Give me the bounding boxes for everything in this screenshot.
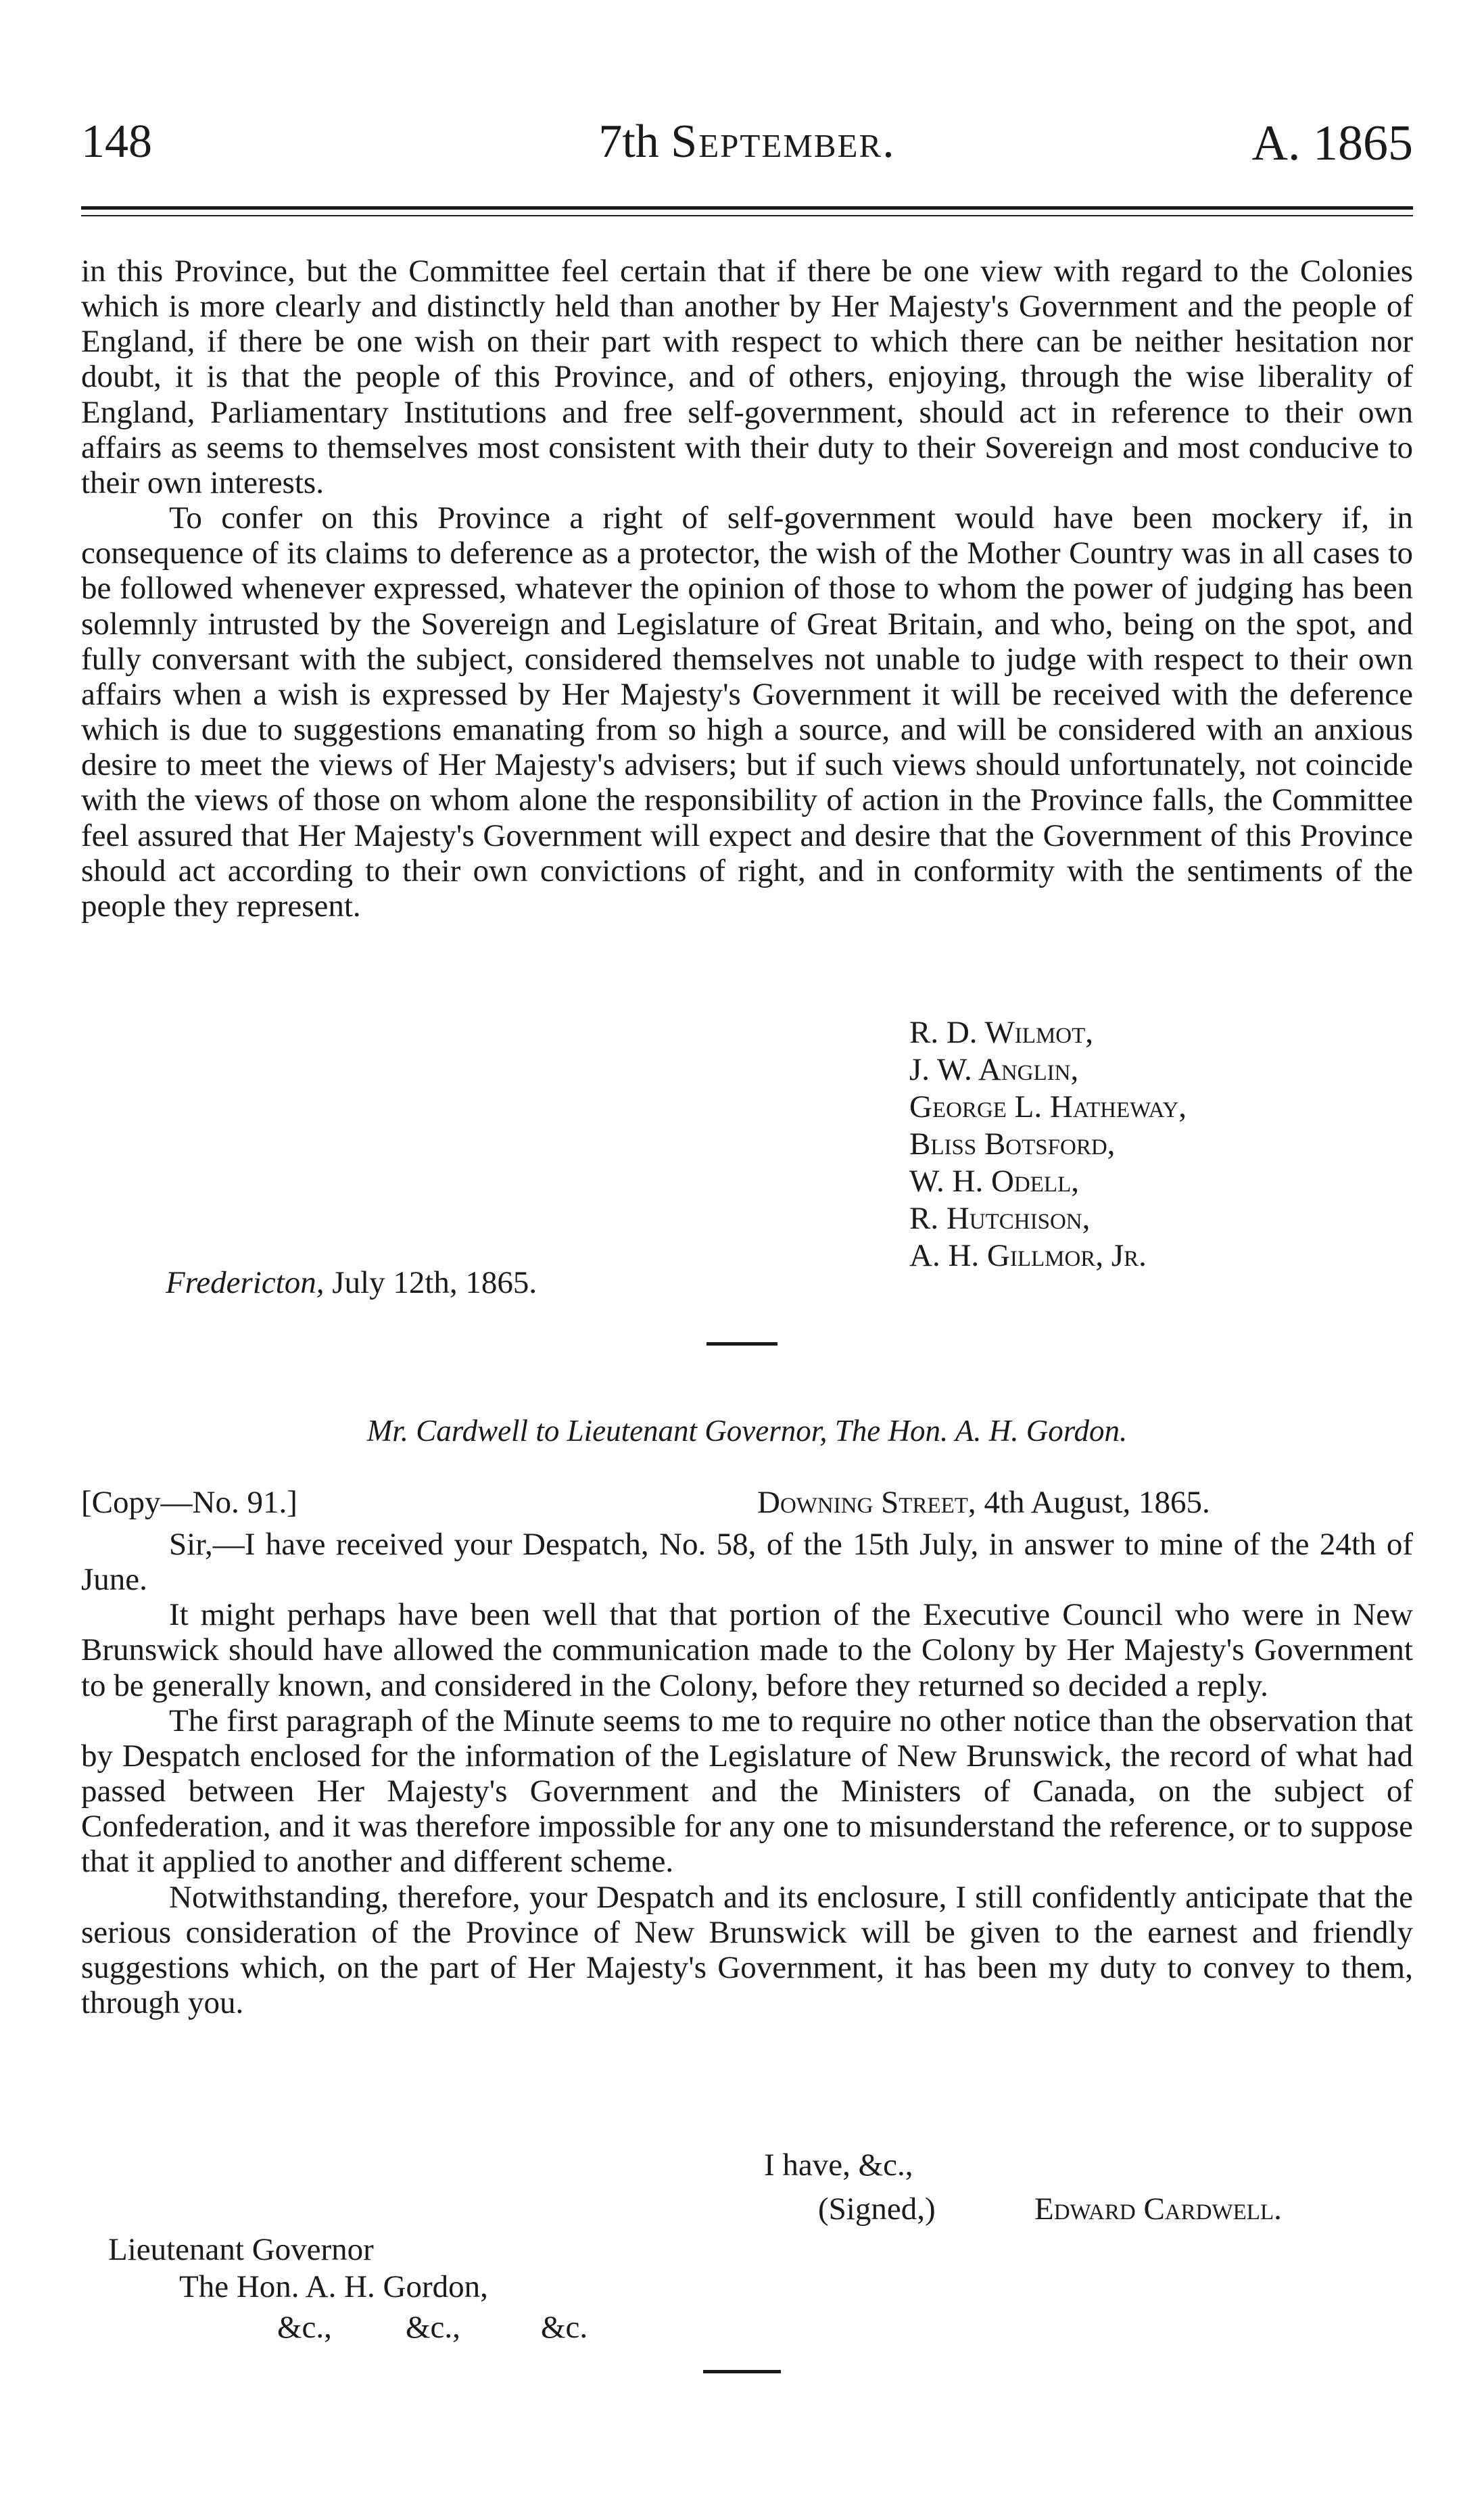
despatch-paragraph: Sir,—I have received your Despatch, No. 58, of the 15th July, in answer to mine of the 24th of June. xyxy=(81,1527,1413,1598)
signatory-list xyxy=(909,1014,1187,1275)
despatch-paragraph: The first paragraph of the Minute seems to me to require no other notice than the observation that by Despatch enclosed for the information of the Legislature of New Brunswick, the record of what had passed between Her Majesty's Government and the Ministers of Canada, on the subject of Confederation, and it was therefore impossible for any one to misunderstand the reference, or to suppose that it applied to another and different scheme. xyxy=(81,1703,1413,1880)
signatory: J. W. Anglin, xyxy=(909,1051,1079,1087)
etcetera: &c., xyxy=(277,2310,332,2345)
etcetera-line xyxy=(277,2309,588,2346)
signatory: Bliss Botsford, xyxy=(909,1126,1116,1162)
end-divider xyxy=(703,2370,781,2373)
report-date: July 12th, 1865. xyxy=(332,1265,537,1300)
addressee-title: Lieutenant Governor xyxy=(108,2232,374,2267)
despatch-paragraph: It might perhaps have been well that that portion of the Executive Council who were in New Brunswick should have allowed the communication made to the Colony by Her Majesty's Government to be generally known, and considered in the Colony, before they returned so decided a reply. xyxy=(81,1597,1413,1703)
etcetera: &c., xyxy=(406,2310,460,2345)
header-rule-thin xyxy=(81,215,1413,216)
signatory: A. H. Gillmor, Jr. xyxy=(909,1237,1147,1273)
page-date xyxy=(81,115,1413,169)
report-text xyxy=(81,254,1413,924)
section-divider xyxy=(707,1342,777,1346)
address-place: Downing Street, xyxy=(757,1485,976,1520)
signatory: George L. Hatheway, xyxy=(909,1089,1187,1124)
despatch-title: Mr. Cardwell to Lieutenant Governor, The Hon. A. H. Gordon. xyxy=(366,1414,1128,1448)
signer-name: Edward Cardwell. xyxy=(1034,2191,1282,2227)
date-month: September. xyxy=(671,116,896,168)
despatch-address xyxy=(757,1484,1210,1521)
signatory: W. H. Odell, xyxy=(909,1163,1079,1199)
page-year: A. 1865 xyxy=(1251,116,1413,171)
despatch-text xyxy=(81,1527,1413,2020)
signatory: R. Hutchison, xyxy=(909,1200,1091,1236)
addressee-name: The Hon. A. H. Gordon, xyxy=(179,2269,488,2304)
despatch-paragraph: Notwithstanding, therefore, your Despatch and its enclosure, I still confidently anticipate that the serious consideration of the Province of New Brunswick will be given to the earnest and friendly suggestions which, on the part of Her Majesty's Government, it has been my duty to convey to them, through you. xyxy=(81,1879,1413,2021)
report-place: Fredericton, xyxy=(166,1265,325,1300)
etcetera: &c. xyxy=(541,2310,588,2345)
date-day: 7th xyxy=(598,116,659,168)
page-number: 148 xyxy=(81,116,152,168)
report-paragraph: in this Province, but the Committee feel certain that if there be one view with regard to the Colonies which is more clearly and distinctly held than another by Her Majesty's Government and the people of England, if there be one wish on their part with respect to which there can be neither hesitation nor doubt, it is that the people of this Province, and of others, enjoying, through the wise liberality of England, Parliamentary Institutions and free self-government, should act in reference to their own affairs as seems to themselves most consistent with their duty to their Sovereign and most conducive to their own interests. xyxy=(81,254,1413,500)
page-header xyxy=(81,115,1413,189)
address-date: 4th August, 1865. xyxy=(984,1485,1210,1520)
signatory: R. D. Wilmot, xyxy=(909,1015,1094,1050)
report-paragraph: To confer on this Province a right of self-government would have been mockery if, in consequence of its claims to deference as a protector, the wish of the Mother Country was in all cases to be followed whenever expressed, whatever the opinion of those to whom the power of judging has been solemnly intrusted by the Sovereign and Legislature of Great Britain, and who, being on the spot, and fully conversant with the subject, considered themselves not unable to judge with respect to their own affairs when a wish is expressed by Her Majesty's Government it will be received with the deference which is due to suggestions emanating from so high a source, and will be considered with an anxious desire to meet the views of Her Majesty's advisers; but if such views should unfortunately, not coincide with the views of those on whom alone the responsibility of action in the Province falls, the Committee feel assured that Her Majesty's Government will expect and desire that the Government of this Province should act according to their own convictions of right, and in conformity with the sentiments of the people they represent. xyxy=(81,500,1413,924)
despatch-heading xyxy=(81,1484,1413,1521)
header-rule-thick xyxy=(81,206,1413,210)
closing-phrase: I have, &c., xyxy=(764,2147,913,2183)
copy-reference: [Copy—No. 91.] xyxy=(81,1485,297,1520)
signed-note: (Signed,) xyxy=(818,2191,936,2227)
report-place-date xyxy=(166,1264,537,1301)
